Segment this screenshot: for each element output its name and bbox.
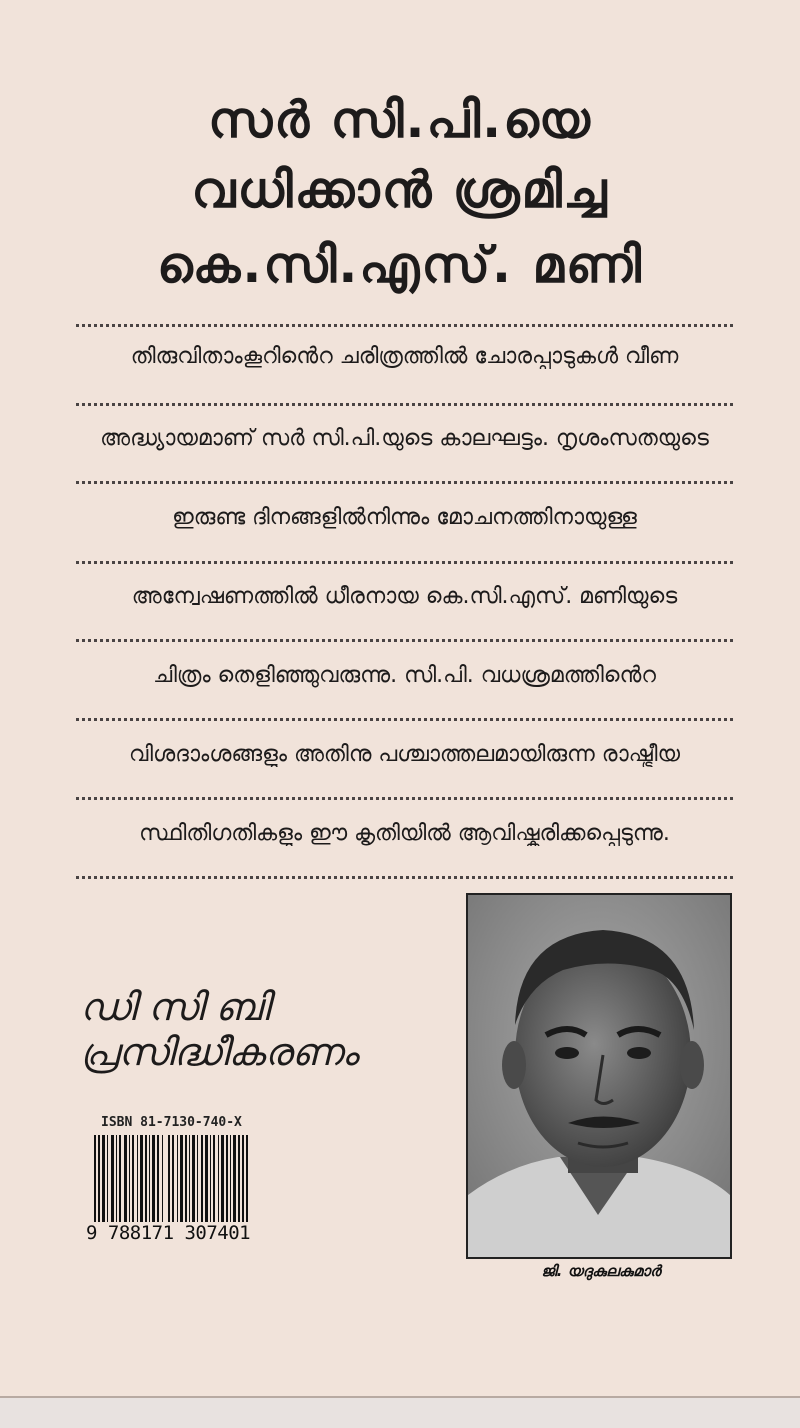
author-photo (466, 893, 732, 1259)
dotted-rule (76, 718, 733, 721)
dotted-rule (76, 797, 733, 800)
blurb-line: സ്ഥിതിഗതികളും ഈ കൃതിയിൽ ആവിഷ്കരിക്കപ്പെടുന്നു. (139, 821, 670, 846)
blurb-line: വിശദാംശങ്ങളും അതിനു പശ്ചാത്തലമായിരുന്ന രാഷ്ട്രീയ (128, 742, 681, 767)
blurb-line: അദ്ധ്യായമാണ് സർ സി.പി.യുടെ കാലഘട്ടം. നൃശംസതയുടെ (100, 426, 709, 451)
dotted-rule (76, 481, 733, 484)
isbn-label: ISBN 81-7130-740-X (101, 1115, 242, 1130)
publisher-name: ഡി സി ബി (80, 985, 270, 1029)
dotted-rule (76, 639, 733, 642)
publisher-tagline: പ്രസിദ്ധീകരണം (80, 1030, 359, 1074)
dotted-rule (76, 403, 733, 406)
dotted-rule (76, 876, 733, 879)
book-title-line-3: കെ.സി.എസ്. മണി (156, 236, 644, 294)
blurb-line: ചിത്രം തെളിഞ്ഞുവരുന്നു. സി.പി. വധശ്രമത്തിൻെറ (153, 663, 656, 688)
barcode-number: 9 788171 307401 (84, 1222, 262, 1244)
dotted-rule (76, 324, 733, 327)
book-title-line-1: സർ സി.പി.യെ (208, 91, 592, 149)
author-portrait-image (468, 895, 730, 1257)
book-title-line-2: വധിക്കാൻ ശ്രമിച്ച (191, 161, 609, 219)
dotted-rule (76, 561, 733, 564)
blurb-line: തിരുവിതാംകൂറിൻെറ ചരിത്രത്തിൽ ചോരപ്പാടുകൾ വീണ (130, 344, 679, 369)
photo-caption: ജി. യദുകുലകുമാർ (541, 1262, 661, 1280)
blurb-line: അന്വേഷണത്തിൽ ധീരനായ കെ.സി.എസ്. മണിയുടെ (131, 584, 678, 609)
blurb-line: ഇരുണ്ട ദിനങ്ങളിൽനിന്നും മോചനത്തിനായുള്ള (172, 505, 637, 530)
